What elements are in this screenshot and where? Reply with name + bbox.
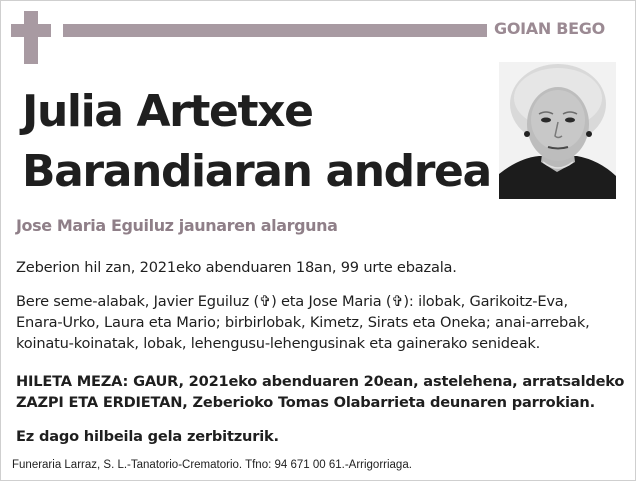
funeral-line: HILETA MEZA: GAUR, 2021eko abenduaren 20ean, astelehena, arratsaldeko	[16, 373, 625, 390]
section-label: GOIAN BEGO	[494, 19, 605, 38]
family-line: Enara-Urko, Laura eta Mario; birbirlobak, Kimetz, Sirats eta Oneka; anai-arrebak,	[16, 314, 590, 331]
family-line: koinatu-koinatak, lobak, lehengusu-lehengusinak eta gainerako senideak.	[16, 335, 541, 352]
funeral-line: ZAZPI ETA ERDIETAN, Zeberioko Tomas Olabarrieta deunaren parrokian.	[16, 394, 595, 411]
deceased-name	[22, 82, 491, 202]
header-rule	[63, 24, 487, 37]
funeral-home-footer: Funeraria Larraz, S. L.-Tanatorio-Crematorio. Tfno: 94 671 00 61.-Arrigorriaga.	[12, 459, 412, 471]
death-notice-line: Zeberion hil zan, 2021eko abenduaren 18an, 99 urte ebazala.	[16, 259, 457, 276]
wake-note: Ez dago hilbeila gela zerbitzurik.	[16, 428, 279, 445]
family-line: Bere seme-alabak, Javier Eguiluz (✞) eta Jose Maria (✞): ilobak, Garikoitz-Eva,	[16, 293, 568, 310]
name-line-2: Barandiaran andrea	[22, 146, 491, 197]
family-paragraph	[16, 291, 620, 354]
name-line-1: Julia Artetxe	[22, 86, 313, 137]
portrait-photo	[499, 62, 616, 199]
subtitle-widow-of: Jose Maria Eguiluz jaunaren alarguna	[16, 216, 338, 235]
funeral-mass-paragraph	[16, 371, 625, 413]
